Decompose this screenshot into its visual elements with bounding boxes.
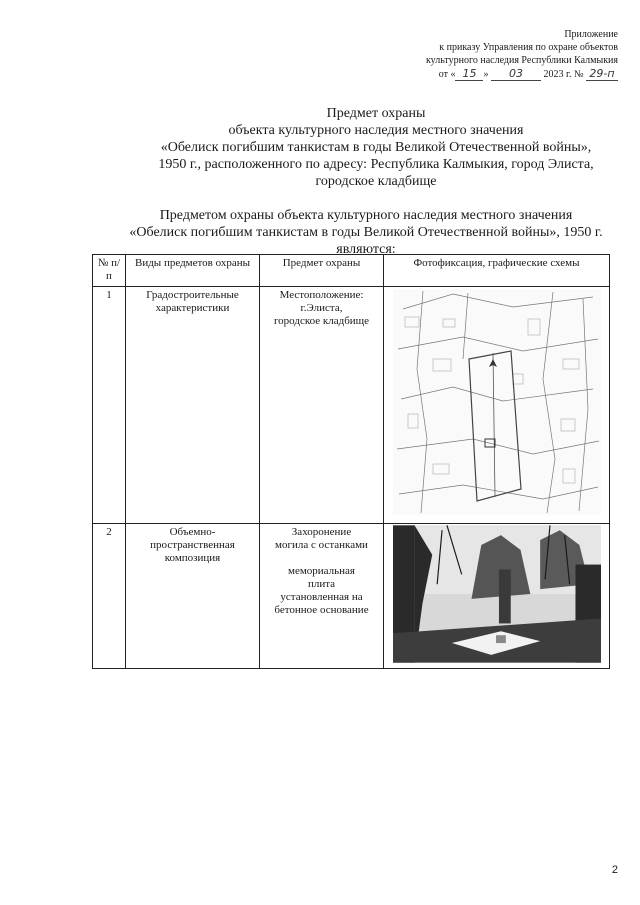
protection-subject-table xyxy=(92,254,610,669)
header-number: № п/п xyxy=(93,255,126,287)
order-month: 03 xyxy=(491,67,541,81)
subject-line: Местоположение: xyxy=(279,289,364,301)
intro-line-1: Предметом охраны объекта культурного наследия местного значения xyxy=(159,208,573,223)
title-line-5: городское кладбище xyxy=(315,174,437,189)
row-number: 2 xyxy=(93,524,126,669)
header-photo: Фотофиксация, графические схемы xyxy=(384,255,610,287)
subject-line: городское кладбище xyxy=(273,315,370,327)
location-map-scheme xyxy=(393,289,601,515)
title-line-3: «Обелиск погибшим танкистам в годы Великой Отечественной войны», xyxy=(160,140,592,155)
intro-paragraph xyxy=(96,207,636,258)
year-label: 2023 г. № xyxy=(543,69,584,80)
row-photo-cell xyxy=(384,524,610,669)
title-line-1: Предмет охраны xyxy=(326,106,426,121)
page-number: 2 xyxy=(611,864,618,876)
row-subject xyxy=(260,524,384,669)
monument-photo xyxy=(393,524,601,664)
appendix-date-line xyxy=(318,67,618,81)
from-label: от « xyxy=(438,69,456,80)
subject-line: бетонное основание xyxy=(274,604,369,616)
order-number: 29-п xyxy=(586,67,618,81)
appendix-line-3: культурного наследия Республики Калмыкия xyxy=(425,55,618,66)
appendix-line-1: Приложение xyxy=(564,29,618,40)
row-type: Объемно-пространственная композиция xyxy=(126,524,260,669)
subject-line: установленная на xyxy=(280,591,363,603)
subject-line: могила с останками xyxy=(275,539,368,551)
row-subject xyxy=(260,287,384,524)
title-line-4: 1950 г., расположенного по адресу: Республика Калмыкия, город Элиста, xyxy=(158,157,594,172)
header-type: Виды предметов охраны xyxy=(126,255,260,287)
title-line-2: объекта культурного наследия местного значения xyxy=(228,123,524,138)
table-row xyxy=(93,524,610,669)
row-number: 1 xyxy=(93,287,126,524)
header-subject: Предмет охраны xyxy=(260,255,384,287)
appendix-header xyxy=(318,28,618,81)
row-type: Градостроительные характеристики xyxy=(126,287,260,524)
subject-line xyxy=(263,552,380,565)
table-row xyxy=(93,287,610,524)
appendix-line-2: к приказу Управления по охране объектов xyxy=(439,42,618,53)
table-header-row xyxy=(93,255,610,287)
intro-line-3: являются: xyxy=(336,242,396,257)
subject-line: Захоронение xyxy=(291,526,352,538)
quote-close: » xyxy=(483,69,489,80)
intro-line-2: «Обелиск погибшим танкистам в годы Великой Отечественной войны», 1950 г. xyxy=(129,225,603,240)
order-day: 15 xyxy=(455,67,483,81)
subject-line: мемориальная xyxy=(287,565,355,577)
row-photo-cell xyxy=(384,287,610,524)
subject-line: плита xyxy=(307,578,336,590)
document-title xyxy=(96,105,640,190)
subject-line: г.Элиста, xyxy=(300,302,343,314)
